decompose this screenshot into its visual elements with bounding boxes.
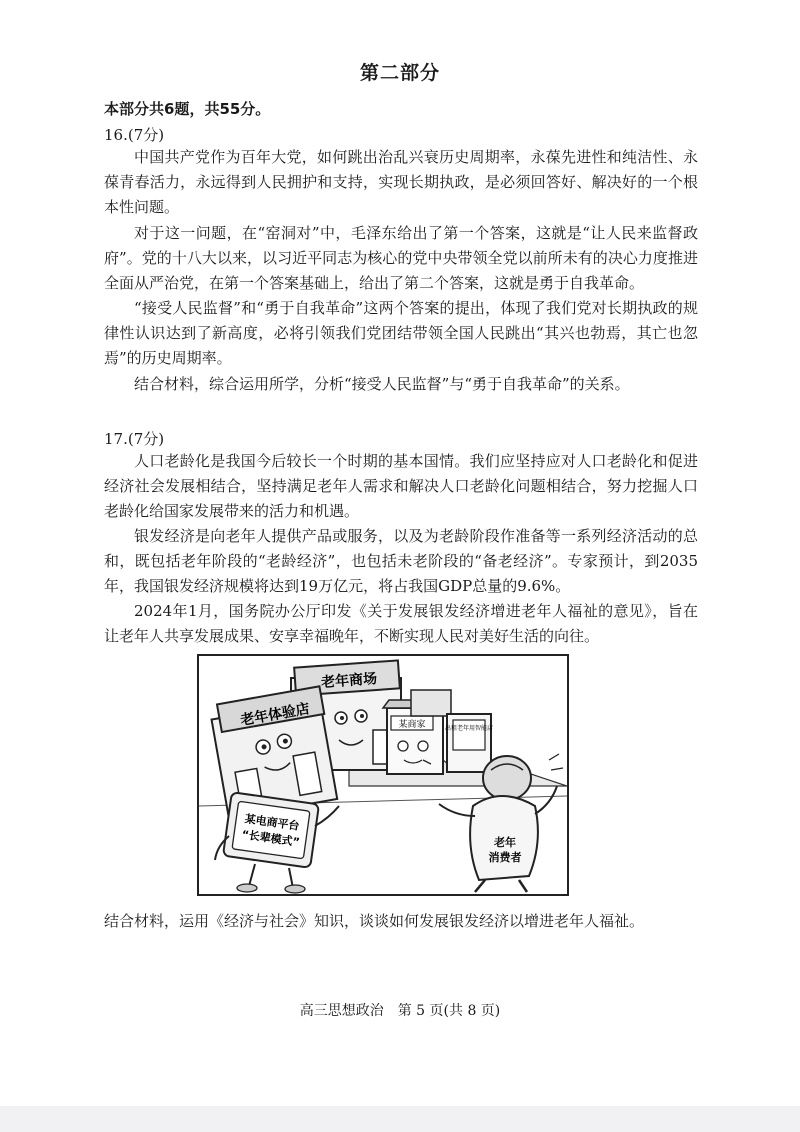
consumer-label-line2: 消费者 xyxy=(488,851,522,864)
phone-text-platform: 某电商平台 xyxy=(243,812,301,833)
section-intro: 本部分共6题，共55分。 xyxy=(104,100,271,118)
question-16-paragraph-2: 对于这一问题，在“窑洞对”中，毛泽东给出了第一个答案，这就是“让人民来监督政府”。党的十八大以来，以习近平同志为核心的党中央带领全党以前所未有的决心力度推进全面从严治党，在第一个答案基础上，给出了第二个答案，这就是勇于自我革命。 xyxy=(104,224,698,292)
page-footer: 高三思想政治 第 5 页(共 8 页) xyxy=(299,1003,501,1019)
question-17-task: 结合材料，运用《经济与社会》知识，谈谈如何发展银发经济以增进老年人福祉。 xyxy=(104,912,645,930)
section-title: 第二部分 xyxy=(359,62,440,84)
question-17-number: 17.(7分) xyxy=(104,430,165,448)
question-16-paragraph-3: “接受人民监督”和“勇于自我革命”这两个答案的提出，体现了我们党对长期执政的规律性认识达到了新高度，必将引领我们党团结带领全国人民跳出“其兴也勃焉，其亡也忽焉”的历史周期率。 xyxy=(104,299,698,367)
question-17-paragraph-2: 银发经济是向老年人提供产品或服务，以及为老龄阶段作准备等一系列经济活动的总和，既包括老年阶段的“老龄经济”，也包括未老阶段的“备老经济”。专家预计，到2035年，我国银发经济规模将达到19万亿元，将占我国GDP总量的9.6%。 xyxy=(104,527,698,595)
silver-economy-cartoon xyxy=(197,654,569,896)
sign-elderly-products: 出租老年用智能店 xyxy=(444,725,494,732)
question-16-task: 结合材料，综合运用所学，分析“接受人民监督”与“勇于自我革命”的关系。 xyxy=(134,375,630,393)
phone-text-elder-mode: “长辈模式” xyxy=(240,827,301,849)
question-17-paragraph-3: 2024年1月，国务院办公厅印发《关于发展银发经济增进老年人福祉的意见》，旨在让老年人共享发展成果、安享幸福晚年，不断实现人民对美好生活的向往。 xyxy=(104,602,698,645)
sign-elderly-experience-store: 老年体验店 xyxy=(239,701,312,729)
cartoon-drawing xyxy=(199,656,567,894)
question-17-paragraph-1: 人口老龄化是我国今后较长一个时期的基本国情。我们应坚持应对人口老龄化和促进经济社会发展相结合，坚持满足老年人需求和解决人口老龄化问题相结合，努力挖掘人口老龄化给国家发展带来的活力和机遇。 xyxy=(104,452,698,520)
question-16-paragraph-1: 中国共产党作为百年大党，如何跳出治乱兴衰历史周期率，永葆先进性和纯洁性、永葆青春活力，永远得到人民拥护和支持，实现长期执政，是必须回答好、解决好的一个根本性问题。 xyxy=(104,148,698,216)
sign-some-merchant: 某商家 xyxy=(398,720,426,730)
sign-elderly-mall: 老年商场 xyxy=(320,671,378,691)
consumer-label-line1: 老年 xyxy=(494,836,516,849)
viewer-bottom-strip xyxy=(0,1106,800,1132)
question-16-number: 16.(7分) xyxy=(104,126,165,144)
